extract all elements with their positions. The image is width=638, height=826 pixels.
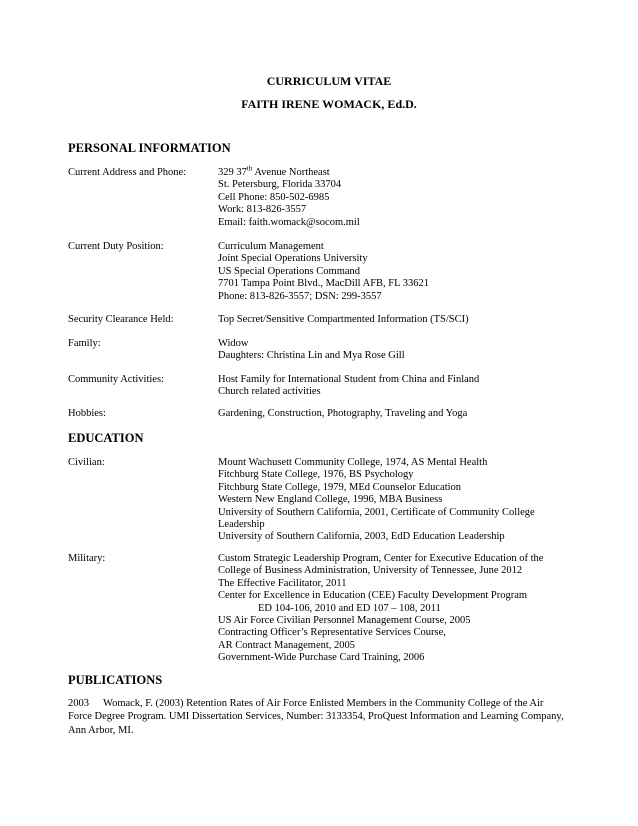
community-line: Host Family for International Student from China and Finland [218, 374, 480, 385]
military-line: College of Business Administration, University of Tennessee, June 2012 [218, 565, 523, 577]
publication-text: Womack, F. (2003) Retention Rates of Air Force Enlisted Members in the Community College of the Air Force Degree Program. UMI Dissertation Services, Number: 3133354, ProQuest Information and Learning Company, Ann Arbor, MI. [68, 698, 564, 736]
military-line: Center for Excellence in Education (CEE) Faculty Development Program [218, 590, 528, 602]
duty-line: 7701 Tampa Point Blvd., MacDill AFB, FL 33621 [218, 278, 430, 290]
duty-label: Current Duty Position: [68, 241, 164, 252]
civilian-line: Western New England College, 1996, MBA Business [218, 494, 443, 506]
community-line: Church related activities [218, 386, 321, 398]
clearance-value: Top Secret/Sensitive Compartmented Information (TS/SCI) [218, 314, 469, 325]
duty-line: Phone: 813-826-3557; DSN: 299-3557 [218, 290, 382, 302]
community-label: Community Activities: [68, 374, 164, 385]
hobbies-label: Hobbies: [68, 408, 106, 419]
military-line: The Effective Facilitator, 2011 [218, 577, 347, 589]
family-line: Daughters: Christina Lin and Mya Rose Gill [218, 350, 405, 362]
military-line: Contracting Officer’s Representative Services Course, [218, 627, 446, 639]
section-heading-publications: PUBLICATIONS [68, 673, 163, 687]
person-name: FAITH IRENE WOMACK, Ed.D. [241, 97, 417, 111]
civilian-line: University of Southern California, 2001, Certificate of Community College [218, 506, 535, 518]
civilian-line: University of Southern California, 2003, EdD Education Leadership [218, 531, 505, 543]
address-label: Current Address and Phone: [68, 167, 187, 178]
section-heading-education: EDUCATION [68, 431, 144, 445]
community-block [218, 374, 479, 399]
military-label: Military: [68, 553, 106, 564]
civilian-label: Civilian: [68, 457, 105, 468]
civilian-block [218, 457, 535, 544]
military-line: US Air Force Civilian Personnel Management Course, 2005 [218, 614, 471, 626]
address-block [218, 164, 360, 229]
address-street: 329 37th Avenue Northeast [218, 164, 330, 178]
military-line: Custom Strategic Leadership Program, Center for Executive Education of the [218, 553, 544, 564]
duty-line: Joint Special Operations University [218, 253, 368, 265]
section-heading-personal: PERSONAL INFORMATION [68, 141, 231, 155]
publication-year: 2003 [68, 698, 89, 709]
duty-line: Curriculum Management [218, 241, 324, 252]
civilian-line: Mount Wachusett Community College, 1974, AS Mental Health [218, 457, 488, 468]
duty-block [218, 241, 429, 303]
civilian-line: Leadership [218, 518, 265, 530]
civilian-line: Fitchburg State College, 1979, MEd Counselor Education [218, 481, 462, 493]
military-line: Government-Wide Purchase Card Training, 2006 [218, 652, 425, 664]
family-line: Widow [218, 338, 249, 349]
clearance-label: Security Clearance Held: [68, 314, 174, 325]
cell-phone: Cell Phone: 850-502-6985 [218, 191, 330, 203]
military-block [218, 553, 543, 665]
duty-line: US Special Operations Command [218, 265, 361, 277]
email: Email: faith.womack@socom.mil [218, 216, 360, 228]
family-block [218, 338, 405, 363]
document-title: CURRICULUM VITAE [266, 74, 392, 88]
publication-entry [68, 697, 568, 737]
military-line: ED 104-106, 2010 and ED 107 – 108, 2011 [258, 602, 441, 614]
address-city: St. Petersburg, Florida 33704 [218, 179, 342, 191]
family-label: Family: [68, 338, 101, 349]
work-phone: Work: 813-826-3557 [218, 204, 307, 216]
civilian-line: Fitchburg State College, 1976, BS Psychology [218, 469, 414, 481]
military-line: AR Contract Management, 2005 [218, 639, 356, 651]
hobbies-value: Gardening, Construction, Photography, Traveling and Yoga [218, 408, 468, 419]
